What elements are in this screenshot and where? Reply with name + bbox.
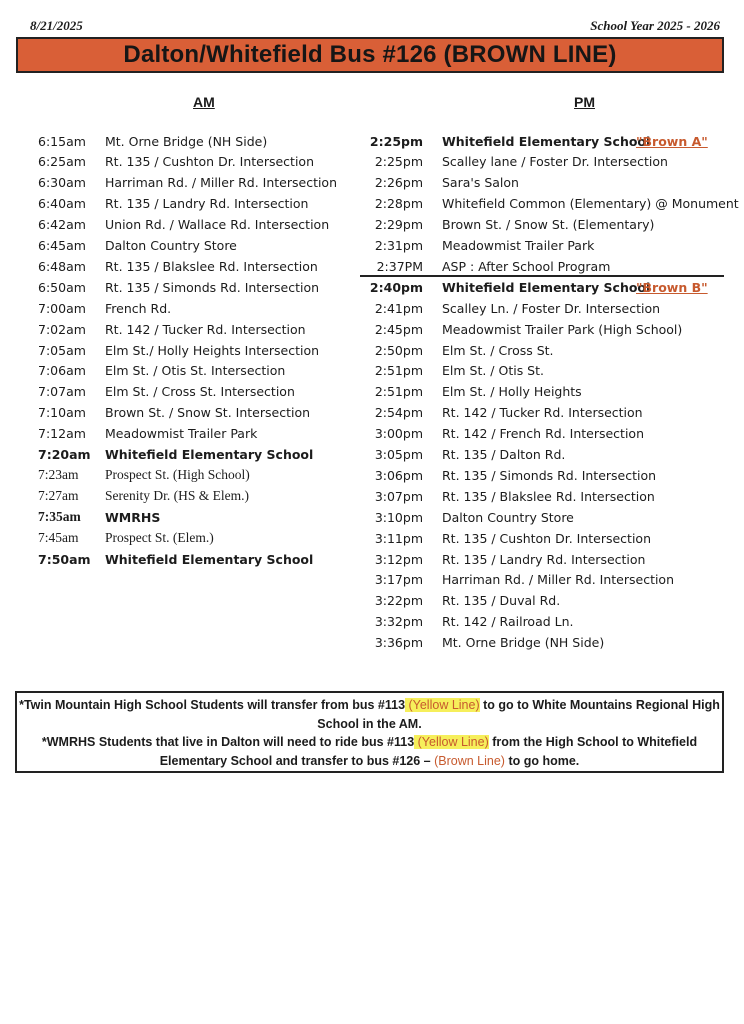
transfer-notice	[15, 691, 724, 773]
stop-time: 7:02am	[38, 321, 86, 337]
notice-1-text-end: to go to White Mountains Regional High School in the AM.	[317, 698, 720, 731]
yellow-line-highlight: (Yellow Line)	[405, 698, 480, 712]
stop-time: 7:00am	[38, 300, 86, 316]
stop-time: 6:42am	[38, 217, 86, 233]
pm-row	[0, 131, 744, 151]
stop-name: Harriman Rd. / Miller Rd. Intersection	[442, 572, 675, 588]
stop-time: 2:25pm	[374, 154, 423, 170]
stop-time: 7:12am	[38, 426, 86, 442]
stop-time: 3:05pm	[374, 447, 423, 462]
stop-name: Scalley lane / Foster Dr. Intersection	[442, 154, 668, 170]
stop-name: Elm St./ Holly Heights Intersection	[105, 342, 320, 358]
stop-name: Rt. 135 / Dalton Rd.	[442, 447, 566, 462]
stop-time: 6:40am	[38, 196, 86, 212]
notice-2-text-mid: from the High School to Whitefield Elementary School and transfer to bus #126 –	[159, 735, 698, 768]
stop-name: Rt. 135 / Simonds Rd. Intersection	[442, 467, 657, 483]
stop-name: Brown St. / Snow St. (Elementary)	[442, 217, 655, 233]
title-banner	[16, 37, 724, 73]
stop-name: Mt. Orne Bridge (NH Side)	[442, 635, 605, 651]
pm-row	[0, 528, 744, 548]
stop-time: 7:45am	[38, 530, 79, 546]
stop-time: 3:06pm	[374, 467, 423, 483]
pm-row	[0, 256, 744, 276]
stop-name: Prospect St. (High School)	[105, 467, 250, 483]
stop-time: 2:26pm	[374, 175, 423, 191]
stop-time: 2:40pm	[369, 279, 423, 295]
stop-time: 2:54pm	[374, 405, 423, 421]
notice-1-text: *Twin Mountain High School Students will transfer from bus #113	[19, 698, 406, 712]
stop-time: 3:17pm	[374, 572, 423, 588]
stop-name: Meadowmist Trailer Park (High School)	[442, 321, 683, 337]
stop-time: 2:45pm	[374, 321, 423, 337]
stop-name: Rt. 135 / Simonds Rd. Intersection	[105, 279, 320, 295]
stop-name: Rt. 135 / Duval Rd.	[442, 593, 561, 609]
stop-name: Whitefield Elementary School	[105, 447, 314, 462]
stop-name: Whitefield Elementary School	[105, 551, 314, 567]
pm-row	[0, 424, 744, 444]
stop-name: Rt. 135 / Blakslee Rd. Intersection	[442, 488, 655, 504]
stop-name: Elm St. / Holly Heights	[442, 384, 582, 400]
stop-time: 7:07am	[38, 384, 86, 400]
stop-time: 7:50am	[38, 551, 91, 567]
stop-time: 6:45am	[38, 238, 86, 253]
stop-time: 2:29pm	[374, 217, 423, 233]
notice-2-text: *WMRHS Students that live in Dalton will need to ride bus #113	[41, 735, 415, 749]
stop-time: 7:23am	[38, 467, 79, 483]
stop-time: 7:10am	[38, 405, 86, 421]
pm-row	[0, 403, 744, 423]
stop-name: Meadowmist Trailer Park	[442, 238, 595, 253]
pm-row	[0, 173, 744, 193]
pm-row	[0, 507, 744, 527]
stop-time: 6:48am	[38, 258, 86, 274]
pm-row	[0, 465, 744, 485]
notice-2-text-end: to go home.	[504, 753, 580, 768]
pm-row	[0, 486, 744, 506]
pm-heading: PM	[574, 94, 595, 110]
stop-time: 2:37PM	[376, 258, 423, 274]
stop-time: 7:20am	[38, 447, 91, 462]
pm-row	[0, 361, 744, 381]
pm-row	[0, 612, 744, 632]
stop-name: Whitefield Elementary School	[442, 279, 651, 295]
stop-name: Rt. 142 / French Rd. Intersection	[442, 426, 645, 442]
document-date: 8/21/2025	[30, 18, 83, 33]
stop-name: French Rd.	[105, 300, 172, 316]
stop-name: WMRHS	[105, 509, 161, 525]
stop-name: Rt. 142 / Tucker Rd. Intersection	[105, 321, 306, 337]
stop-time: 7:05am	[38, 342, 86, 358]
stop-time: 3:07pm	[374, 488, 423, 504]
brown-b-tag: "Brown B"	[636, 279, 708, 295]
stop-time: 3:32pm	[374, 614, 423, 630]
stop-name: Sara's Salon	[442, 175, 519, 191]
pm-row	[0, 340, 744, 360]
stop-time: 6:15am	[38, 133, 86, 149]
brown-line-label: (Brown Line)	[434, 753, 505, 768]
stop-name: Rt. 135 / Blakslee Rd. Intersection	[105, 258, 318, 274]
stop-name: Rt. 135 / Cushton Dr. Intersection	[105, 154, 315, 170]
stop-name: Dalton Country Store	[105, 238, 237, 253]
stop-name: ASP : After School Program	[442, 258, 611, 274]
pm-row	[0, 319, 744, 339]
stop-name: Dalton Country Store	[442, 509, 574, 525]
stop-name: Mt. Orne Bridge (NH Side)	[105, 133, 268, 149]
stop-name: Prospect St. (Elem.)	[105, 530, 214, 546]
am-heading: AM	[193, 94, 215, 110]
pm-row	[0, 445, 744, 465]
stop-name: Rt. 142 / Tucker Rd. Intersection	[442, 405, 643, 421]
stop-name: Serenity Dr. (HS & Elem.)	[105, 488, 249, 504]
stop-name: Scalley Ln. / Foster Dr. Intersection	[442, 300, 661, 316]
pm-row	[0, 633, 744, 653]
stop-time: 7:35am	[38, 509, 81, 525]
stop-time: 3:00pm	[374, 426, 423, 442]
stop-name: Whitefield Common (Elementary) @ Monument	[442, 196, 739, 212]
pm-row	[0, 382, 744, 402]
stop-time: 6:25am	[38, 154, 86, 170]
pm-divider	[360, 275, 724, 277]
stop-time: 6:30am	[38, 175, 86, 191]
stop-name: Rt. 135 / Landry Rd. Intersection	[442, 551, 646, 567]
stop-name: Harriman Rd. / Miller Rd. Intersection	[105, 175, 338, 191]
stop-name: Elm St. / Otis St. Intersection	[105, 363, 286, 379]
stop-name: Elm St. / Cross St. Intersection	[105, 384, 295, 400]
stop-time: 3:36pm	[374, 635, 423, 651]
pm-row	[0, 298, 744, 318]
pm-row	[0, 215, 744, 235]
page-title: Dalton/Whitefield Bus #126 (BROWN LINE)	[123, 41, 617, 68]
stop-name: Meadowmist Trailer Park	[105, 426, 258, 442]
pm-row	[0, 194, 744, 214]
stop-time: 3:10pm	[374, 509, 423, 525]
stop-time: 3:11pm	[374, 530, 423, 546]
stop-name: Rt. 135 / Landry Rd. Intersection	[105, 196, 309, 212]
stop-time: 2:50pm	[374, 342, 423, 358]
stop-time: 2:25pm	[369, 133, 423, 149]
stop-time: 7:06am	[38, 363, 86, 379]
stop-time: 3:22pm	[374, 593, 423, 609]
notice-line-1	[17, 696, 722, 733]
pm-row	[0, 549, 744, 569]
stop-time: 7:27am	[38, 488, 79, 504]
stop-time: 2:51pm	[374, 363, 423, 379]
stop-name: Elm St. / Cross St.	[442, 342, 554, 358]
notice-line-2	[17, 733, 722, 770]
stop-name: Whitefield Elementary School	[442, 133, 651, 149]
stop-name: Elm St. / Otis St.	[442, 363, 544, 379]
stop-time: 2:41pm	[374, 300, 423, 316]
pm-row	[0, 152, 744, 172]
pm-row	[0, 277, 744, 297]
stop-name: Union Rd. / Wallace Rd. Intersection	[105, 217, 330, 233]
stop-name: Brown St. / Snow St. Intersection	[105, 405, 311, 421]
stop-name: Rt. 135 / Cushton Dr. Intersection	[442, 530, 652, 546]
stop-time: 2:31pm	[374, 238, 423, 253]
brown-a-tag: "Brown A"	[636, 133, 708, 149]
stop-name: Rt. 142 / Railroad Ln.	[442, 614, 574, 630]
pm-row	[0, 236, 744, 256]
pm-row	[0, 570, 744, 590]
stop-time: 2:51pm	[374, 384, 423, 400]
stop-time: 2:28pm	[374, 196, 423, 212]
yellow-line-highlight: (Yellow Line)	[414, 735, 489, 749]
school-year: School Year 2025 - 2026	[590, 18, 720, 33]
pm-row	[0, 591, 744, 611]
stop-time: 6:50am	[38, 279, 86, 295]
stop-time: 3:12pm	[374, 551, 423, 567]
